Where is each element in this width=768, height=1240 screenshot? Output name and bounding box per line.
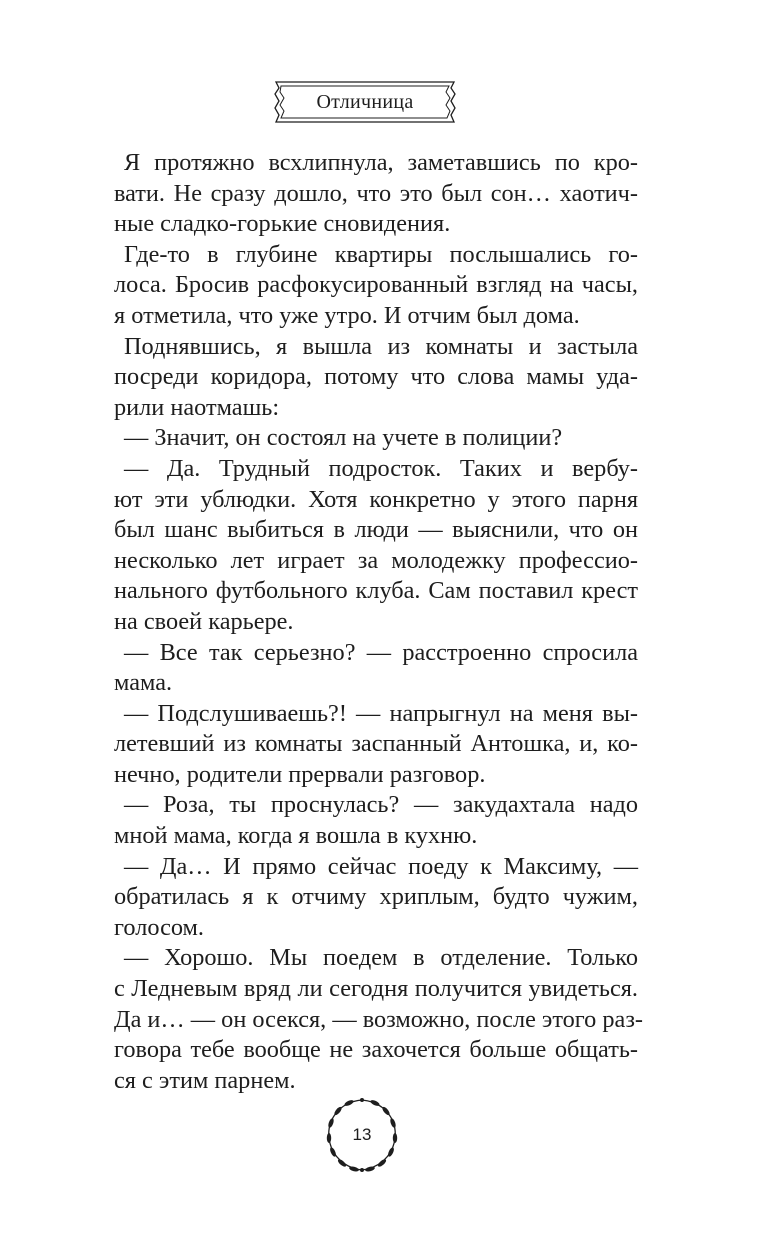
chapter-header (270, 78, 460, 126)
text-line: мной мама, когда я вошла в кухню. (114, 822, 478, 850)
text-line: лоса. Бросив расфокусированный взгляд на часы, (114, 271, 638, 299)
text-line: — Все так серьезно? — расстроенно спросила (124, 638, 638, 666)
text-line: был шанс выбиться в люди — выяснили, что он (114, 516, 638, 544)
text-line: рили наотмашь: (114, 393, 280, 421)
page-number-ornament (319, 1092, 405, 1178)
text-line: посреди коридора, потому что слова мамы уда- (114, 363, 638, 391)
text-line: Поднявшись, я вышла из комнаты и застыла (124, 332, 638, 360)
text-line: я отметила, что уже утро. И отчим был дома. (114, 301, 580, 329)
text-line: нального футбольного клуба. Сам поставил крест (114, 577, 638, 605)
text-line: голосом. (114, 913, 204, 941)
text-line: летевший из комнаты заспанный Антошка, и, ко- (114, 730, 638, 758)
text-line: мама. (114, 669, 173, 697)
text-line: с Ледневым вряд ли сегодня получится увидеться. (114, 975, 638, 1003)
text-line: нечно, родители прервали разговор. (114, 760, 486, 788)
text-line: ные сладко-горькие сновидения. (114, 210, 451, 238)
text-line: — Да. Трудный подросток. Таких и вербу- (124, 454, 638, 482)
text-line: на своей карьере. (114, 607, 294, 635)
text-line: — Значит, он состоял на учете в полиции? (124, 424, 563, 452)
text-line: говора тебе вообще не захочется больше общать- (114, 1036, 638, 1064)
chapter-title: Отличница (316, 91, 414, 113)
page-number: 13 (352, 1125, 372, 1144)
text-line: Да и… — он осекся, — возможно, после этого раз- (114, 1005, 644, 1033)
text-line: — Хорошо. Мы поедем в отделение. Только (124, 944, 638, 972)
text-line: несколько лет играет за молодежку профессио- (114, 546, 638, 574)
text-line: вати. Не сразу дошло, что это был сон… хаотич- (114, 179, 638, 207)
text-line: — Да… И прямо сейчас поеду к Максиму, — (124, 852, 638, 880)
text-line: — Роза, ты проснулась? — закудахтала надо (124, 791, 638, 819)
text-line: Я протяжно всхлипнула, заметавшись по кро- (124, 149, 638, 176)
text-line: Где-то в глубине квартиры послышались го- (124, 240, 638, 268)
text-line: обратилась я к отчиму хриплым, будто чужим, (114, 883, 638, 911)
text-line: — Подслушиваешь?! — напрыгнул на меня вы- (124, 699, 638, 727)
text-line: ют эти ублюдки. Хотя конкретно у этого парня (114, 485, 638, 513)
body-text (114, 148, 644, 1096)
text-line: ся с этим парнем. (114, 1066, 296, 1094)
